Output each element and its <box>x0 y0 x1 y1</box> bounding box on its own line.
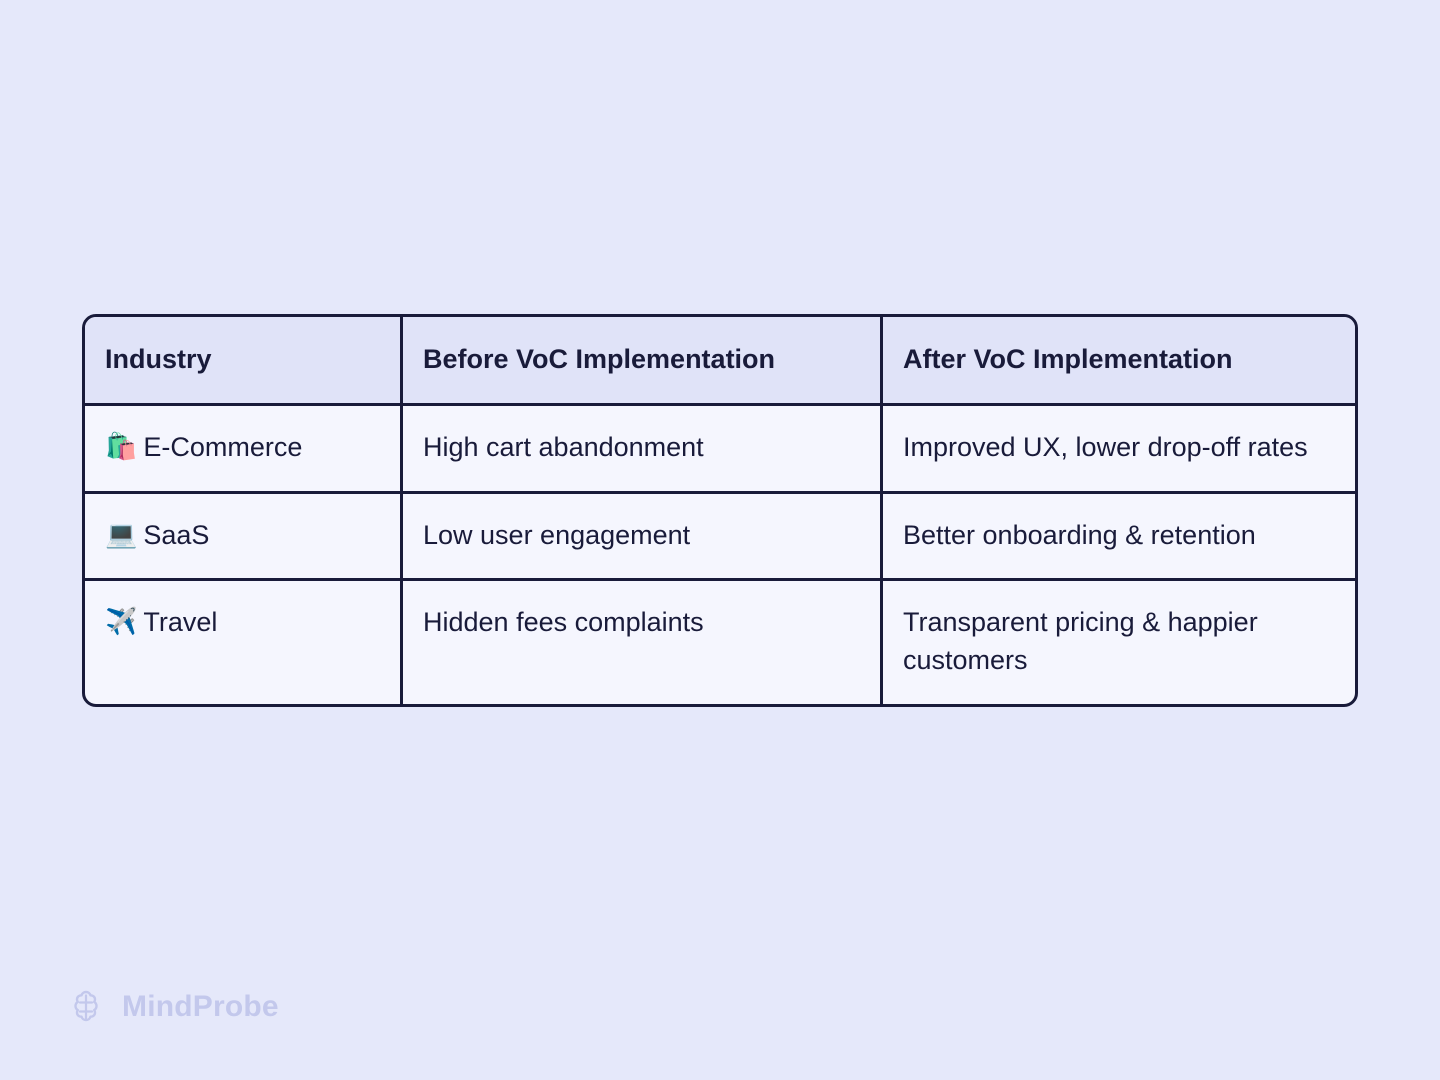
cell-industry-label: Travel <box>143 606 218 637</box>
brain-logo-icon <box>64 985 108 1029</box>
cell-after <box>883 581 1355 704</box>
cell-before <box>403 494 883 578</box>
cell-before-label: Low user engagement <box>423 519 691 550</box>
cell-after-label: Better onboarding & retention <box>903 519 1256 550</box>
cell-industry <box>85 581 403 704</box>
table-row <box>85 578 1355 704</box>
cell-after-label: Improved UX, lower drop-off rates <box>903 432 1308 463</box>
brand-footer <box>64 985 279 1029</box>
table-row <box>85 403 1355 490</box>
cell-after-label: Transparent pricing & happier customers <box>903 606 1258 676</box>
table-row <box>85 491 1355 578</box>
cell-before <box>403 406 883 490</box>
cell-industry-label: E-Commerce <box>143 432 303 463</box>
column-header-after-label: After VoC Implementation <box>903 344 1233 374</box>
column-header-before-label: Before VoC Implementation <box>423 344 776 374</box>
cell-before <box>403 581 883 704</box>
cell-after <box>883 494 1355 578</box>
cell-before-label: High cart abandonment <box>423 432 704 463</box>
cell-before-label: Hidden fees complaints <box>423 606 704 637</box>
brand-name: MindProbe <box>122 990 279 1023</box>
shopping-bags-emoji: 🛍️ <box>105 431 138 462</box>
laptop-emoji: 💻 <box>105 518 138 549</box>
table-header-row <box>85 317 1355 403</box>
airplane-emoji: ✈️ <box>105 605 138 636</box>
column-header-industry <box>85 317 403 403</box>
column-header-industry-label: Industry <box>105 344 212 374</box>
comparison-table <box>82 314 1358 707</box>
cell-after <box>883 406 1355 490</box>
column-header-before <box>403 317 883 403</box>
column-header-after <box>883 317 1355 403</box>
cell-industry <box>85 494 403 578</box>
cell-industry <box>85 406 403 490</box>
cell-industry-label: SaaS <box>143 519 210 550</box>
